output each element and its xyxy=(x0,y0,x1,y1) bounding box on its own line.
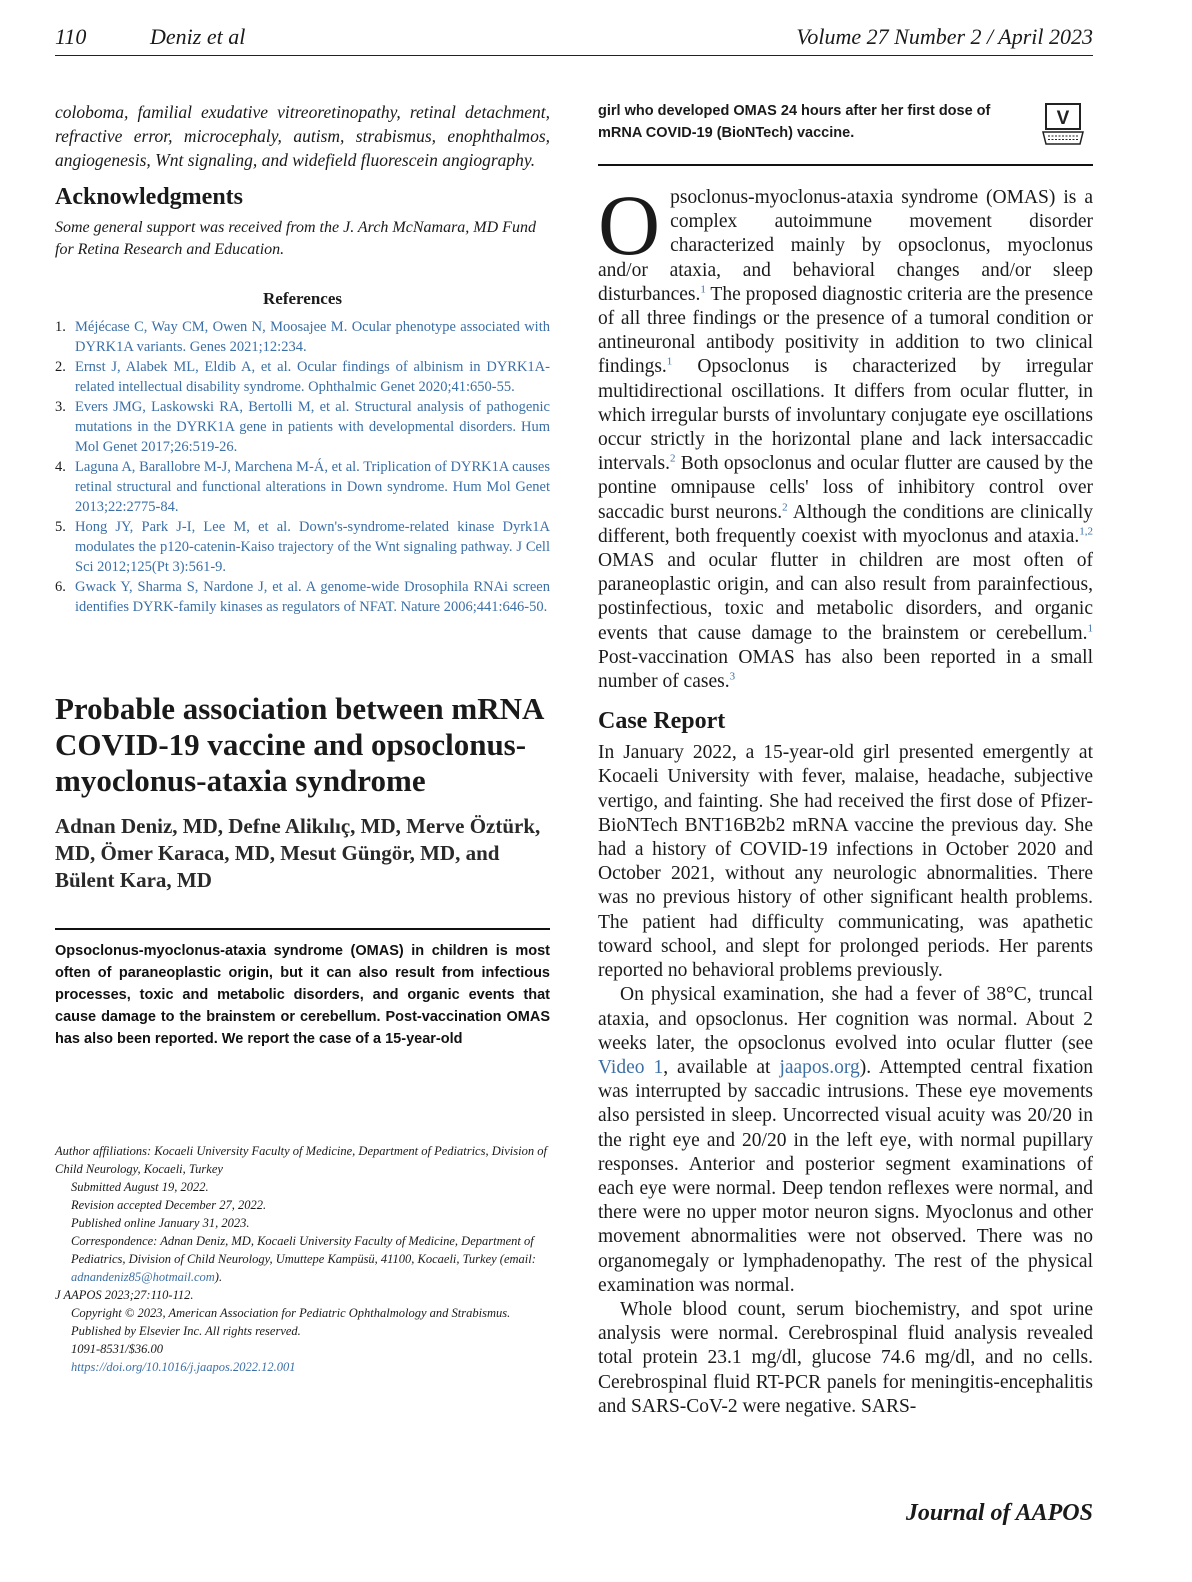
reference-item[interactable]: 6. Gwack Y, Sharma S, Nardone J, et al. A genome-wide Drosophila RNAi screen identifies DYRK-family kinases as regulators of NFAT. Nature 2006;441:646-50. xyxy=(55,579,550,615)
citation-link[interactable]: 1 xyxy=(1087,622,1093,635)
left-column xyxy=(55,100,550,1376)
reference-item[interactable]: 4. Laguna A, Barallobre M-J, Marchena M-Á, et al. Triplication of DYRK1A causes retinal structural and functional alterations in Down syndrome. Hum Mol Genet 2013;22:2775-84. xyxy=(55,459,550,515)
video-link[interactable]: Video 1 xyxy=(598,1056,664,1078)
published-date: Published online January 31, 2023. xyxy=(71,1216,250,1230)
reference-item[interactable]: 1. Méjécase C, Way CM, Owen N, Moosajee M. Ocular phenotype associated with DYRK1A variants. Genes 2021;12:234. xyxy=(55,319,550,355)
email-link[interactable]: adnandeniz85@hotmail.com xyxy=(71,1270,215,1284)
intro-paragraph: Opsoclonus-myoclonus-ataxia syndrome (OMAS) is a complex autoimmune movement disorder characterized mainly by opsoclonus, myoclonus and/or ataxia, and behavioral changes and/or sleep disturbances.$^1$ The proposed diagnostic criteria are the presence of all three findings or the presence of a tumoral condition or antineuronal antibody positivity in addition to two clinical findings.$^1$ Opsoclonus is characterized by irregular multidirectional oscillations. It differs from ocular flutter, in which irregular bursts of involuntary conjugate eye oscillations occur strictly in the horizontal plane and lack intersaccadic intervals.$^2$ Both opsoclonus and ocular flutter are caused by the pontine omnipause cells' loss of inhibitory control over saccadic burst neurons.$^2$ Although the conditions are clinically different, both frequently coexist with myoclonus and ataxia.$^{1,2}$ OMAS and ocular flutter in children are most often of paraneoplastic origin, and can also result from parainfectious, postinfectious, toxic and metabolic disorders, and organic events that cause damage to the brainstem or cerebellum.$^1$ Post-vaccination OMAS has also been reported in a small number of cases.$^3$ xyxy=(598,177,1093,693)
video-icon-label: V xyxy=(1056,108,1070,129)
acknowledgments-heading: Acknowledgments xyxy=(55,184,244,210)
page-number: 110 xyxy=(55,24,87,49)
issn: 1091-8531/$36.00 xyxy=(71,1342,164,1356)
keywords-tail: coloboma, familial exudative vitreoretinopathy, retinal detachment, refractive error, microcephaly, autism, strabismus, enophthalmos, angiogenesis, Wnt signaling, and widefield fluorescein angiography. xyxy=(55,102,550,170)
website-link[interactable]: jaapos.org xyxy=(779,1056,860,1078)
case-paragraph-3: Whole blood count, serum biochemistry, and spot urine analysis were normal. Cerebrospinal fluid analysis revealed total protein 23.1 mg/dl, glucose 74.6 mg/dl, and no cells. Cerebrospinal fluid RT-PCR panels for meningitis-encephalitis and SARS-CoV-2 were negative. SARS- xyxy=(598,1298,1093,1417)
article-title: Probable association between mRNA COVID-19 vaccine and opsoclonus-myoclonus-ataxia syndrome xyxy=(55,691,543,798)
citation-link[interactable]: 1 xyxy=(666,355,673,368)
case-paragraph-2: On physical examination, she had a fever of 38°C, truncal ataxia, and opsoclonus. Her cognition was normal. About 2 weeks later, the opsoclonus evolved into ocular flutter (see Video 1, available at jaapos.org). Attempted central fixation was interrupted by saccadic intrusions. These eye movements also persisted in sleep. Uncorrected visual acuity was 20/20 in the right eye and 20/20 in the left eye, with normal pupillary responses. Anterior and posterior segment examinations of each eye were normal. Deep tendon reflexes were normal, and there were no upper motor neuron signs. Myoclonus and other movement abnormalities were not observed. There was no organomegaly or lymphadenopathy. The rest of the physical examination was normal. xyxy=(598,984,1093,1296)
running-authors: Deniz et al xyxy=(150,24,246,49)
article-authors: Adnan Deniz, MD, Defne Alikılıç, MD, Merve Öztürk, MD, Ömer Karaca, MD, Mesut Güngör, MD, and Bülent Kara, MD xyxy=(55,814,541,892)
affiliation-text: Author affiliations: Kocaeli University Faculty of Medicine, Department of Pediatrics, Division of Child Neurology, Kocaeli, Turkey xyxy=(55,1144,547,1176)
correspondence: Correspondence: Adnan Deniz, MD, Kocaeli University Faculty of Medicine, Department of Pediatrics, Division of Child Neurology, Umuttepe Kampüsü, 41100, Kocaeli, Turkey (email: adnandeniz85@hotmail.com). xyxy=(71,1234,536,1284)
case-paragraph-1: In January 2022, a 15-year-old girl presented emergently at Kocaeli University with fever, malaise, headache, subjective vertigo, and fainting. She had received the first dose of Pfizer-BioNTech BNT16B2b2 mRNA vaccine the previous day. She had a history of COVID-19 infections in October 2020 and October 2021, without any neurologic abnormalities. There was no previous history of other significant health problems. The patient had difficulty communicating, was apathetic toward school, and slept for prolonged periods. Her parents reported no behavioral problems previously. xyxy=(598,742,1093,982)
drop-cap: O xyxy=(598,177,661,273)
reference-item[interactable]: 2. Ernst J, Alabek ML, Eldib A, et al. Ocular findings of albinism in DYRK1A-related intellectual disability syndrome. Ophthalmic Genet 2020;41:650-55. xyxy=(55,359,550,395)
reference-list xyxy=(55,317,550,617)
submitted-date: Submitted August 19, 2022. xyxy=(71,1180,209,1194)
acknowledgments-text: Some general support was received from the J. Arch McNamara, MD Fund for Retina Research and Education. xyxy=(55,219,536,258)
volume-info: Volume 27 Number 2 / April 2023 xyxy=(796,24,1093,49)
journal-name-footer: Journal of AAPOS xyxy=(905,1500,1093,1526)
citation-link[interactable]: 1 xyxy=(700,283,706,296)
journal-citation: J AAPOS 2023;27:110-112. xyxy=(55,1288,194,1302)
citation-link[interactable]: 1,2 xyxy=(1079,525,1093,538)
running-header xyxy=(55,22,1093,56)
citation-link[interactable]: 3 xyxy=(729,670,736,683)
reference-item[interactable]: 3. Evers JMG, Laskowski RA, Bertolli M, et al. Structural analysis of pathogenic mutations in the DYRK1A gene in patients with developmental disorders. Hum Mol Genet 2017;26:519-26. xyxy=(55,399,550,455)
references-heading: References xyxy=(263,289,342,308)
abstract: Opsoclonus-myoclonus-ataxia syndrome (OMAS) in children is most often of paraneoplastic origin, but it can also result from infectious processes, toxic and metabolic disorders, and organic events that cause damage to the brainstem or cerebellum. Post-vaccination OMAS has also been reported. We report the case of a 15-year-old xyxy=(55,928,550,1050)
case-report-heading: Case Report xyxy=(598,708,726,735)
revision-date: Revision accepted December 27, 2022. xyxy=(71,1198,267,1212)
abstract-continued: girl who developed OMAS 24 hours after her first dose of mRNA COVID-19 (BioNTech) vaccine. V xyxy=(598,100,1093,166)
video-icon[interactable] xyxy=(1041,102,1085,150)
citation-link[interactable]: 2 xyxy=(670,452,676,465)
doi-link[interactable]: https://doi.org/10.1016/j.jaapos.2022.12.001 xyxy=(71,1360,296,1374)
citation-link[interactable]: 2 xyxy=(782,501,788,514)
reference-item[interactable]: 5. Hong JY, Park J-I, Lee M, et al. Down's-syndrome-related kinase Dyrk1A modulates the p120-catenin-Kaiso trajectory of the Wnt signaling pathway. J Cell Sci 2012;125(Pt 3):561-9. xyxy=(55,519,550,575)
author-affiliations xyxy=(55,1142,550,1376)
right-column xyxy=(598,100,1093,1419)
copyright-notice: Copyright © 2023, American Association for Pediatric Ophthalmology and Strabismus. Published by Elsevier Inc. All rights reserved. xyxy=(71,1306,511,1338)
